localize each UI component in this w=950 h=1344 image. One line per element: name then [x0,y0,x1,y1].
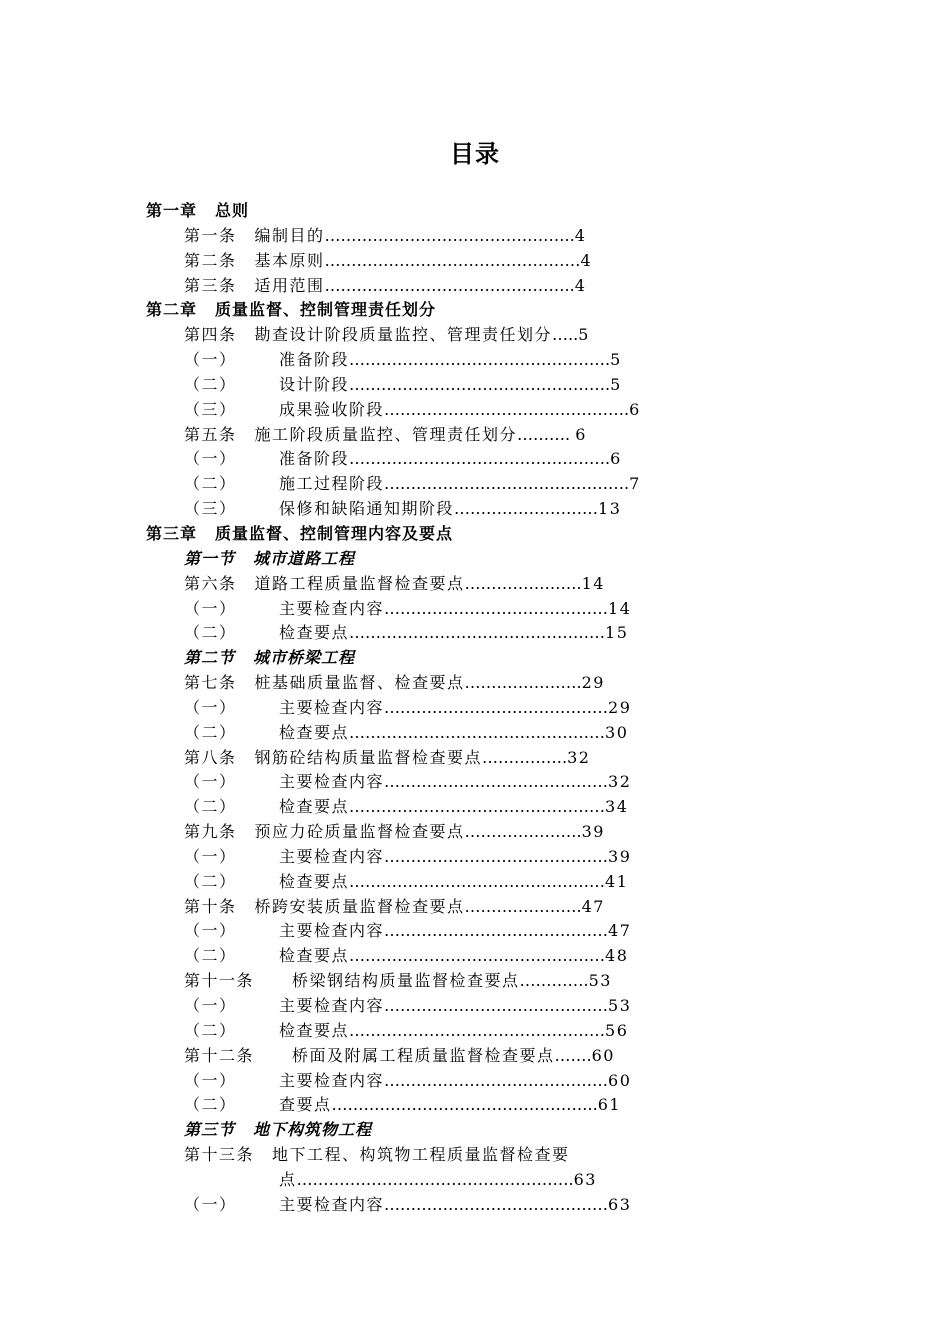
toc-entry-leader: ………………………………………… [324,250,581,270]
toc-entry-page-number: 29 [581,673,605,693]
toc-entry [0,994,950,1019]
toc-entry-label: 第十二条 [184,1045,255,1065]
toc-entry-label: （二） [184,1020,237,1040]
toc-entry-page-number: 53 [608,996,632,1015]
toc-entry-label: （二） [184,797,237,817]
toc-entry-leader: …………. [519,971,589,991]
toc-entry-title: 主要检查内容 [279,996,385,1015]
toc-entry-label: （二） [184,946,237,966]
toc-entry-page-number: 60 [608,1070,632,1090]
toc-entry [0,472,950,497]
toc-entry-title: 道路工程质量监督检查要点 [254,573,465,593]
toc-entry-leader: ….. [552,325,579,345]
toc-entry [0,398,950,423]
toc-entry-leader: ………………………………………… [349,1020,606,1040]
toc-entry-label: （一） [184,1070,237,1090]
toc-entry-title: 城市道路工程 [253,548,356,568]
toc-entry-label: （二） [184,1095,237,1115]
toc-entry-leader: ………………………………………… [349,946,606,966]
toc-entry [0,646,950,671]
toc-entry [0,1019,950,1044]
toc-entry-title: 桥跨安装质量监督检查要点 [254,896,465,916]
toc-entry-title: 点 [279,1169,297,1189]
toc-entry-title: 主要检查内容 [279,697,385,717]
toc-entry [0,746,950,771]
toc-entry-label: （二） [184,623,237,643]
toc-entry-label: 第四条 [184,325,237,345]
toc-entry-leader: ………. [517,424,576,444]
toc-entry [0,1193,950,1218]
toc-entry-leader: …………………………………………. [349,449,611,469]
toc-entry-title: 成果验收阶段 [279,399,385,419]
toc-entry-page-number: 61 [597,1095,622,1115]
toc-entry [0,522,950,547]
toc-entry-leader: …………………………………… [384,846,609,866]
toc-entry-page-number: 34 [605,797,629,817]
toc-entry-page-number: 32 [567,747,591,767]
toc-entry-label: （一） [184,697,237,717]
toc-entry-page-number: 29 [608,697,632,717]
toc-entry-leader: …………………………………………. [349,350,611,370]
toc-entry-page-number: 6 [575,424,587,444]
toc-entry-label: 第六条 [184,573,237,593]
toc-entry [0,249,950,274]
toc-entry-label: 第五条 [184,424,237,444]
toc-entry-title: 桥梁钢结构质量监督检查要点 [292,971,520,991]
toc-entry [0,1069,950,1094]
toc-entry-page-number: 5 [610,374,622,394]
toc-entry-leader: ………………………………………. [384,399,630,419]
toc-entry-leader: ………………………………………… [349,871,606,891]
toc-entry [0,323,950,348]
toc-entry-label: 第一条 [184,225,237,245]
toc-entry-page-number: 13 [598,499,622,519]
toc-entry [0,373,950,398]
toc-entry-label: （一） [184,772,237,792]
toc-entry-leader: ………………………………………… [349,722,606,742]
toc-entry-title: 主要检查内容 [279,846,385,866]
toc-entry-leader: ………………………………………… [349,797,606,817]
toc-entry [0,696,950,721]
toc-entry [0,770,950,795]
toc-entry-title: 质量监督、控制管理内容及要点 [215,523,454,543]
toc-entry-title: 检查要点 [279,797,350,817]
toc-entry-label: （二） [184,474,237,494]
toc-entry-title: 城市桥梁工程 [253,648,356,668]
toc-entry [0,721,950,746]
toc-entry-leader: …………………………………… [384,598,609,618]
toc-entry [0,423,950,448]
toc-entry-leader: …………………………………… [384,697,609,717]
toc-entry-label: 第八条 [184,747,237,767]
toc-entry-page-number: 7 [629,474,641,494]
toc-entry-title: 预应力砼质量监督检查要点 [254,822,465,842]
toc-entry-label: 第七条 [184,673,237,693]
toc-entry [0,497,950,522]
toc-entry-title: 检查要点 [279,946,350,966]
toc-entry [0,621,950,646]
toc-entry-label: 第三章 [146,523,198,543]
toc-entry-label: （二） [184,722,237,742]
toc-entry-leader: …………………. [464,822,582,842]
toc-entry-title: 准备阶段 [279,350,350,370]
toc-entry-title: 检查要点 [279,623,350,643]
toc-entry [0,919,950,944]
toc-entry-title: 质量监督、控制管理责任划分 [215,300,437,320]
toc-entry-label: 第三条 [184,275,237,295]
toc-entry [0,274,950,299]
toc-entry-label: 第十三条 [184,1145,255,1165]
toc-entry-leader: …………………………………… [384,996,609,1015]
toc-entry-label: （一） [184,1194,237,1214]
toc-entry-label: 第二章 [146,300,198,320]
toc-entry-label: （一） [184,449,237,469]
toc-entry [0,1118,950,1143]
toc-entry-label: （三） [184,499,237,519]
toc-entry-label: 第九条 [184,822,237,842]
toc-entry-page-number: 30 [605,722,629,742]
toc-entry-label: 第十一条 [184,971,255,991]
toc-entry [0,572,950,597]
toc-entry-title: 保修和缺陷通知期阶段 [279,499,455,519]
toc-entry-page-number: 60 [591,1045,615,1065]
toc-entry-page-number: 48 [605,946,629,966]
toc-entry-title: 地下构筑物工程 [253,1120,373,1140]
toc-entry [0,944,950,969]
toc-entry-leader: …………………………………… [384,772,609,792]
toc-entry-label: （三） [184,399,237,419]
toc-entry-label: 第十条 [184,896,237,916]
toc-entry [0,1143,950,1168]
toc-entry-page-number: 39 [581,822,605,842]
toc-entry [0,1044,950,1069]
toc-entry-label: （一） [184,598,237,618]
toc-entry [0,547,950,572]
toc-entry-page-number: 6 [629,399,641,419]
toc-entry-title: 主要检查内容 [279,598,385,618]
toc-entry-title: 编制目的 [254,225,325,245]
page-title: 目录 [450,140,500,168]
toc-entry-leader: …………………………………… [384,1070,609,1090]
toc-entry-leader: ………………………………………….. [331,1095,598,1115]
toc-entry-leader: ………………………………………. [384,474,630,494]
toc-entry-page-number: 63 [573,1169,597,1189]
toc-entry-title: 检查要点 [279,722,350,742]
toc-entry [0,298,950,323]
toc-entry-leader: ………………………………………… [349,623,606,643]
toc-entry [0,199,950,224]
toc-entry-page-number: 5 [578,325,590,345]
toc-entry-leader: ……………………… [454,499,599,519]
toc-entry-label: （一） [184,996,237,1015]
toc-entry [0,895,950,920]
toc-entry-label: （二） [184,374,237,394]
toc-entry [0,795,950,820]
toc-entry-title: 桥面及附属工程质量监督检查要点 [292,1045,555,1065]
toc-entry-leader: …………………………………………. [349,374,611,394]
toc-entry-title: 主要检查内容 [279,1194,385,1214]
toc-entry-page-number: 41 [605,871,629,891]
toc-entry-title: 主要检查内容 [279,1070,385,1090]
toc-entry-leader: …………………. [464,896,582,916]
toc-entry-title: 检查要点 [279,871,350,891]
toc-entry-label: （一） [184,846,237,866]
toc-entry-title: 施工过程阶段 [279,474,385,494]
toc-entry-leader: ……. [554,1045,592,1065]
toc-entry-title: 钢筋砼结构质量监督检查要点 [254,747,483,767]
toc-entry-leader: …………………………………… [384,921,609,941]
toc-entry-title: 勘查设计阶段质量监控、管理责任划分 [254,325,553,345]
toc-entry [0,820,950,845]
toc-entry-label: （二） [184,871,237,891]
toc-entry-title: 施工阶段质量监控、管理责任划分 [254,424,518,444]
toc-entry-page-number: 14 [581,573,605,593]
toc-entry [0,969,950,994]
toc-entry-page-number: 15 [605,623,629,643]
toc-entry-label: （一） [184,921,237,941]
toc-entry-title: 主要检查内容 [279,772,385,792]
toc-entry-page-number: 14 [608,598,632,618]
toc-entry-leader: …………………. [464,673,582,693]
toc-entry-label: 第一节 [184,548,236,568]
toc-entry-label: 第二条 [184,250,237,270]
toc-entry-title: 桩基础质量监督、检查要点 [254,673,465,693]
toc-entry [0,1093,950,1118]
toc-entry [0,348,950,373]
toc-entry-page-number: 56 [605,1020,629,1040]
toc-entry-leader: ……………………………………….. [324,225,575,245]
toc-entry [0,1168,950,1193]
toc-entry-page-number: 5 [610,350,622,370]
toc-entry [0,845,950,870]
toc-entry-title: 查要点 [279,1095,332,1115]
toc-entry [0,597,950,622]
toc-entry-page-number: 4 [580,250,593,270]
toc-entry-label: 第一章 [146,201,198,220]
toc-entry-title: 适用范围 [254,275,325,295]
toc-entry-page-number: 47 [608,921,632,941]
toc-entry-title: 地下工程、构筑物工程质量监督检查要 [272,1145,570,1165]
toc-entry-leader: …………………………………… [384,1194,609,1214]
toc-entry [0,870,950,895]
toc-entry-title: 总则 [215,201,250,220]
toc-entry-page-number: 32 [608,772,632,792]
toc-entry-title: 基本原则 [254,250,325,270]
toc-entry-page-number: 4 [574,275,587,295]
toc-entry-page-number: 39 [608,846,632,866]
toc-entry-label: 第三节 [184,1120,236,1140]
toc-entry-label: 第二节 [184,648,236,668]
toc-entry-page-number: 53 [588,971,612,991]
toc-entry-page-number: 63 [608,1194,632,1214]
toc-entry [0,671,950,696]
toc-entry-title: 设计阶段 [279,374,350,394]
toc-entry-leader: …………………. [464,573,582,593]
toc-entry-label: （一） [184,350,237,370]
toc-entry [0,447,950,472]
toc-entry-title: 准备阶段 [279,449,350,469]
toc-entry [0,224,950,249]
toc-entry-page-number: 6 [610,449,622,469]
table-of-contents [0,199,950,1218]
toc-entry-page-number: 47 [581,896,605,916]
toc-entry-page-number: 4 [574,225,587,245]
toc-entry-title: 主要检查内容 [279,921,385,941]
toc-entry-leader: ……………………………………………. [296,1169,574,1189]
toc-entry-title: 检查要点 [279,1020,350,1040]
toc-entry-leader: ……………………………………….. [324,275,575,295]
toc-entry-leader: ……………. [482,747,568,767]
